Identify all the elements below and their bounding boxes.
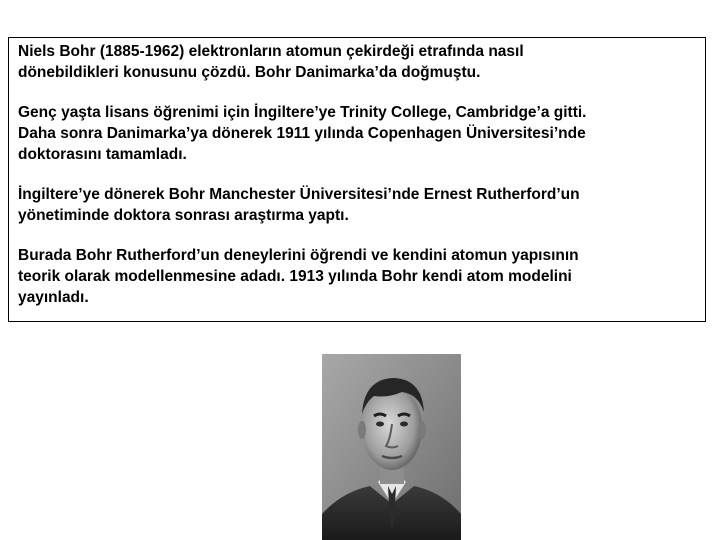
biography-paragraph-3: İngiltere’ye dönerek Bohr Manchester Üniversitesi’nde Ernest Rutherford’un yönetiminde doktora sonrası araştırma yaptı. bbox=[18, 186, 580, 224]
bohr-portrait-photo bbox=[322, 354, 461, 540]
biography-paragraph-1: Niels Bohr (1885-1962) elektronların atomun çekirdeği etrafında nasıl dönebildikleri konusunu çözdü. Bohr Danimarka’da doğmuştu. bbox=[18, 43, 524, 81]
biography-paragraph-4: Burada Bohr Rutherford’un deneylerini öğrendi ve kendini atomun yapısının teorik olarak modellenmesine adadı. 1913 yılında Bohr kendi atom modelini yayınladı. bbox=[18, 247, 579, 306]
biography-text-box bbox=[8, 37, 706, 322]
biography-paragraph-2: Genç yaşta lisans öğrenimi için İngiltere’ye Trinity College, Cambridge’a gitti. Daha sonra Danimarka’ya dönerek 1911 yılında Copenhagen Üniversitesi’nde doktorasını tamamladı. bbox=[18, 104, 587, 163]
